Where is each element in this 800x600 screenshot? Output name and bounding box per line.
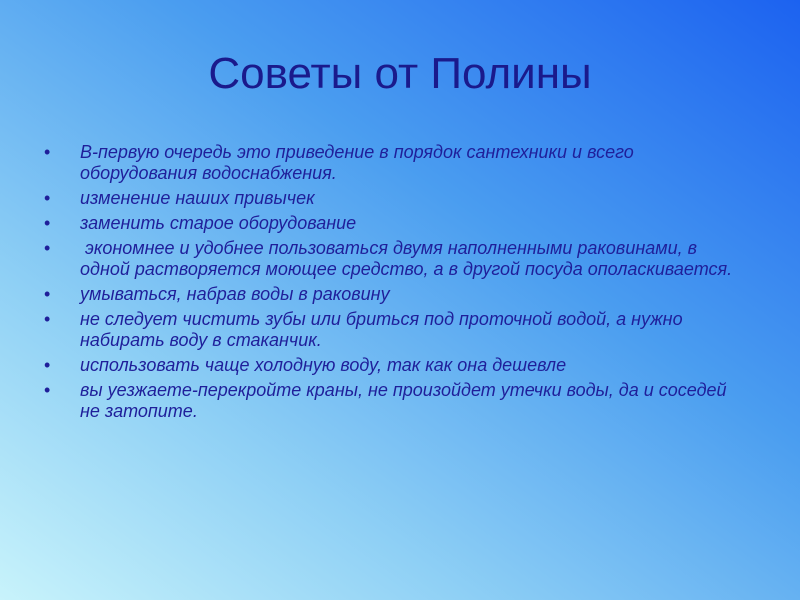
list-item (44, 188, 744, 209)
tip-text: умываться, набрав воды в раковину (80, 284, 390, 304)
list-item (44, 238, 744, 280)
tip-text: вы уезжаете-перекройте краны, не произойдет утечки воды, да и соседей не затопите. (80, 380, 727, 421)
list-item (44, 309, 744, 351)
tips-list (44, 142, 744, 426)
tip-text: использовать чаще холодную воду, так как она дешевле (80, 355, 567, 375)
list-item (44, 142, 744, 184)
bullet-icon: • (44, 355, 51, 375)
slide-title: Советы от Полины (208, 49, 592, 98)
list-item (44, 380, 744, 422)
bullet-icon: • (44, 380, 51, 400)
list-item (44, 355, 744, 376)
tip-text: не следует чистить зубы или бриться под проточной водой, а нужно набирать воду в стаканчик. (80, 309, 683, 350)
bullet-icon: • (44, 142, 51, 162)
bullet-icon: • (44, 284, 51, 304)
bullet-icon: • (44, 309, 51, 329)
list-item (44, 213, 744, 234)
bullet-icon: • (44, 213, 51, 233)
tip-text: В-первую очередь это приведение в порядок сантехники и всего оборудования водоснабжения. (80, 142, 634, 183)
tip-text: заменить старое оборудование (80, 213, 357, 233)
bullet-icon: • (44, 188, 51, 208)
list-item (44, 284, 744, 305)
tip-text: экономнее и удобнее пользоваться двумя наполненными раковинами, в одной растворяется моющее средство, а в другой посуда ополаскивается. (80, 238, 733, 279)
tip-text: изменение наших привычек (80, 188, 315, 208)
bullet-icon: • (44, 238, 51, 258)
